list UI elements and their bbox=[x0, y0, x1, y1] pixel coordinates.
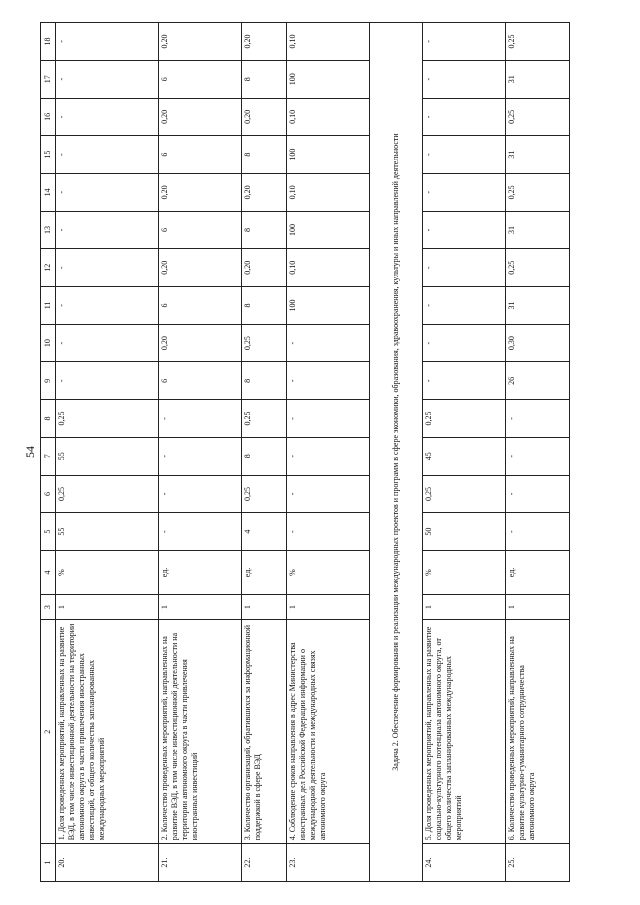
value-cell: - bbox=[286, 400, 369, 438]
value-cell: 55 bbox=[56, 513, 159, 551]
value-cell: - bbox=[56, 249, 159, 287]
value-cell: 1 bbox=[56, 594, 159, 619]
table-body-task-2 bbox=[422, 23, 569, 882]
value-cell: 6 bbox=[158, 287, 241, 325]
col-header: 5 bbox=[41, 513, 56, 551]
col-header: 3 bbox=[41, 594, 56, 619]
row-number: 23. bbox=[286, 844, 369, 882]
value-cell: 1 bbox=[158, 594, 241, 619]
col-header: 4 bbox=[41, 551, 56, 595]
value-cell: 6 bbox=[158, 60, 241, 98]
value-cell: - bbox=[422, 287, 505, 325]
value-cell: % bbox=[56, 551, 159, 595]
table-body-task-2-header bbox=[370, 23, 422, 882]
value-cell: 6 bbox=[158, 362, 241, 400]
value-cell: 0,10 bbox=[286, 249, 369, 287]
value-cell: 0,10 bbox=[286, 23, 369, 61]
value-cell: - bbox=[56, 173, 159, 211]
value-cell: 6 bbox=[158, 211, 241, 249]
col-header: 12 bbox=[41, 249, 56, 287]
value-cell: 0,25 bbox=[242, 475, 287, 513]
value-cell: 31 bbox=[505, 136, 569, 174]
value-cell: - bbox=[158, 475, 241, 513]
task-title: Задача 2. Обеспечение формирования и реализации международных проектов и программ в сфере экономики, образования, здравоохранения, культуры и иных направлений деятельности bbox=[370, 23, 422, 882]
value-cell: 0,10 bbox=[286, 173, 369, 211]
value-cell: - bbox=[422, 98, 505, 136]
value-cell: 0,30 bbox=[505, 324, 569, 362]
value-cell: 0,25 bbox=[242, 400, 287, 438]
value-cell: 8 bbox=[242, 287, 287, 325]
value-cell: - bbox=[422, 249, 505, 287]
indicator-name: 6. Количество проведенных мероприятий, направленных на развитие культурно-гуманитарного сотрудничества автономного округа bbox=[505, 620, 569, 844]
value-cell: 1 bbox=[422, 594, 505, 619]
value-cell: - bbox=[422, 324, 505, 362]
indicator-name: 3. Количество организаций, обратившихся за информационной поддержкой в сфере ВЭД bbox=[242, 620, 287, 844]
value-cell: 50 bbox=[422, 513, 505, 551]
value-cell: - bbox=[505, 437, 569, 475]
table-row bbox=[505, 23, 569, 882]
value-cell: 8 bbox=[242, 60, 287, 98]
value-cell: 8 bbox=[242, 362, 287, 400]
col-header: 16 bbox=[41, 98, 56, 136]
value-cell: - bbox=[505, 400, 569, 438]
value-cell: - bbox=[286, 513, 369, 551]
value-cell: - bbox=[56, 211, 159, 249]
value-cell: - bbox=[422, 211, 505, 249]
indicator-name: 1. Доля проведенных мероприятий, направленных на развитие ВЭД, в том числе инвестиционной деятельности на территории автономного округа в части привлечения иностранных инвестиций, от общего количества запланированных международных мероприятий bbox=[56, 620, 159, 844]
value-cell: ед. bbox=[505, 551, 569, 595]
col-header: 8 bbox=[41, 400, 56, 438]
value-cell: - bbox=[286, 362, 369, 400]
value-cell: - bbox=[56, 98, 159, 136]
col-header: 14 bbox=[41, 173, 56, 211]
value-cell: ед. bbox=[158, 551, 241, 595]
task-row bbox=[370, 23, 422, 882]
col-header: 13 bbox=[41, 211, 56, 249]
indicator-name: 2. Количество проведенных мероприятий, направленных на развитие ВЭД, в том числе инвестиционной деятельности на территории автономного округа в части привлечения иностранных инвестиций bbox=[158, 620, 241, 844]
value-cell: 31 bbox=[505, 287, 569, 325]
value-cell: 1 bbox=[505, 594, 569, 619]
value-cell: - bbox=[158, 513, 241, 551]
value-cell: - bbox=[56, 60, 159, 98]
col-header: 1 bbox=[41, 844, 56, 882]
value-cell: 0,20 bbox=[158, 173, 241, 211]
value-cell: 45 bbox=[422, 437, 505, 475]
row-number: 25. bbox=[505, 844, 569, 882]
value-cell: 55 bbox=[56, 437, 159, 475]
indicator-table-container bbox=[40, 22, 570, 882]
col-header: 17 bbox=[41, 60, 56, 98]
value-cell: - bbox=[422, 173, 505, 211]
value-cell: - bbox=[56, 324, 159, 362]
value-cell: 0,20 bbox=[242, 98, 287, 136]
value-cell: 8 bbox=[242, 211, 287, 249]
value-cell: 100 bbox=[286, 136, 369, 174]
row-number: 20. bbox=[56, 844, 159, 882]
value-cell: 0,20 bbox=[242, 23, 287, 61]
value-cell: - bbox=[505, 513, 569, 551]
value-cell: - bbox=[158, 437, 241, 475]
value-cell: 1 bbox=[242, 594, 287, 619]
value-cell: - bbox=[56, 287, 159, 325]
value-cell: 0,10 bbox=[286, 98, 369, 136]
col-header: 6 bbox=[41, 475, 56, 513]
indicator-name: 5. Доля проведенных мероприятий, направленных на развитие социально-культурного потенциала автономного округа, от общего количества запланированных международных мероприятий bbox=[422, 620, 505, 844]
col-header: 18 bbox=[41, 23, 56, 61]
indicator-name: 4. Соблюдение сроков направления в адрес Министерства иностранных дел Российской Федерации информации о международной деятельности и международных связях автономного округа bbox=[286, 620, 369, 844]
value-cell: 6 bbox=[158, 136, 241, 174]
value-cell: - bbox=[422, 362, 505, 400]
value-cell: - bbox=[286, 324, 369, 362]
row-number: 24. bbox=[422, 844, 505, 882]
page-number: 54 bbox=[22, 446, 37, 458]
value-cell: - bbox=[422, 136, 505, 174]
value-cell: 0,25 bbox=[505, 98, 569, 136]
value-cell: 31 bbox=[505, 60, 569, 98]
value-cell: - bbox=[158, 400, 241, 438]
value-cell: 100 bbox=[286, 287, 369, 325]
value-cell: 0,25 bbox=[56, 475, 159, 513]
value-cell: - bbox=[422, 60, 505, 98]
col-header: 2 bbox=[41, 620, 56, 844]
value-cell: 0,25 bbox=[56, 400, 159, 438]
row-number: 22. bbox=[242, 844, 287, 882]
value-cell: 0,20 bbox=[158, 249, 241, 287]
header-row bbox=[41, 23, 56, 882]
value-cell: 8 bbox=[242, 437, 287, 475]
col-header: 15 bbox=[41, 136, 56, 174]
value-cell: - bbox=[56, 136, 159, 174]
value-cell: - bbox=[56, 362, 159, 400]
table-row bbox=[422, 23, 505, 882]
value-cell: 4 bbox=[242, 513, 287, 551]
value-cell: 100 bbox=[286, 60, 369, 98]
value-cell: 0,20 bbox=[158, 23, 241, 61]
value-cell: % bbox=[286, 551, 369, 595]
table-row bbox=[158, 23, 241, 882]
table-row bbox=[56, 23, 159, 882]
value-cell: 0,25 bbox=[505, 23, 569, 61]
indicator-table bbox=[40, 22, 570, 882]
value-cell: 0,25 bbox=[242, 324, 287, 362]
value-cell: % bbox=[422, 551, 505, 595]
value-cell: - bbox=[505, 475, 569, 513]
row-number: 21. bbox=[158, 844, 241, 882]
value-cell: - bbox=[422, 23, 505, 61]
value-cell: 8 bbox=[242, 136, 287, 174]
value-cell: 0,25 bbox=[422, 400, 505, 438]
value-cell: 31 bbox=[505, 211, 569, 249]
value-cell: 0,20 bbox=[242, 173, 287, 211]
col-header: 10 bbox=[41, 324, 56, 362]
value-cell: - bbox=[286, 475, 369, 513]
value-cell: 0,25 bbox=[422, 475, 505, 513]
col-header: 9 bbox=[41, 362, 56, 400]
col-header: 7 bbox=[41, 437, 56, 475]
col-header: 11 bbox=[41, 287, 56, 325]
value-cell: 0,25 bbox=[505, 249, 569, 287]
value-cell: 0,25 bbox=[505, 173, 569, 211]
value-cell: - bbox=[286, 437, 369, 475]
table-row bbox=[242, 23, 287, 882]
value-cell: 100 bbox=[286, 211, 369, 249]
value-cell: 26 bbox=[505, 362, 569, 400]
value-cell: 1 bbox=[286, 594, 369, 619]
value-cell: 0,20 bbox=[158, 98, 241, 136]
table-body-task-1 bbox=[56, 23, 370, 882]
table-row bbox=[286, 23, 369, 882]
value-cell: 0,20 bbox=[242, 249, 287, 287]
value-cell: - bbox=[56, 23, 159, 61]
value-cell: 0,20 bbox=[158, 324, 241, 362]
value-cell: ед. bbox=[242, 551, 287, 595]
